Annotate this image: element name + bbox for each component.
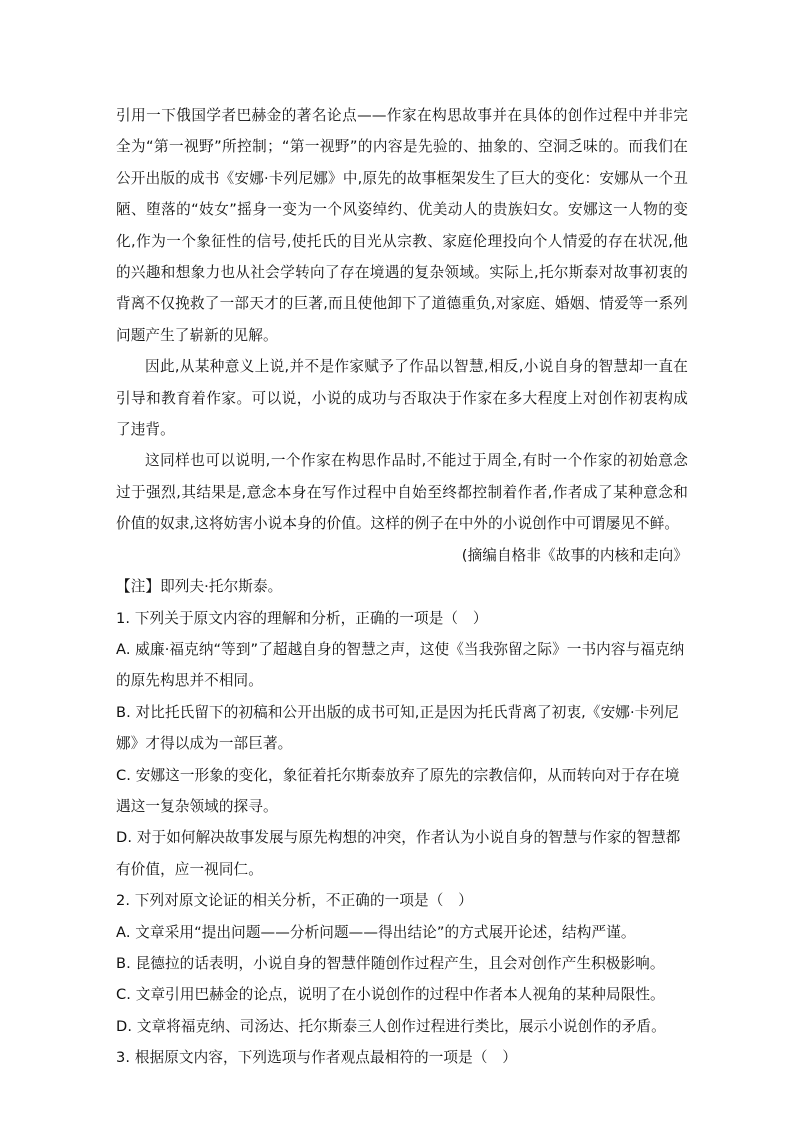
footnote: 【注】即列夫·托尔斯泰。	[116, 578, 283, 596]
question-3	[116, 1042, 688, 1073]
article-body	[116, 100, 688, 1074]
option-b: B. 对比托氏留下的初稿和公开出版的成书可知,正是因为托氏背离了初衷,《安娜·卡列尼娜》才得以成为一部巨著。	[116, 703, 679, 753]
question-stem: 2. 下列对原文论证的相关分析，不正确的一项是（ ）	[116, 892, 473, 910]
option-d: D. 文章将福克纳、司汤达、托尔斯泰三人创作过程进行类比，展示小说创作的矛盾。	[116, 1017, 666, 1035]
option-d: D. 对于如何解决故事发展与原先构想的冲突，作者认为小说自身的智慧与作家的智慧都有价值，应一视同仁。	[116, 829, 681, 878]
paragraph-1: 引用一下俄国学者巴赫金的著名论点——作家在构思故事并在具体的创作过程中并非完全为“第一视野”所控制；“第一视野”的内容是先验的、抽象的、空洞乏味的。而我们在公开出版的成书《安娜·卡列尼娜》中,原先的故事框架发生了巨大的变化：安娜从一个丑陋、堕落的“妓女”摇身一变为一个风姿绰约、优美动人的贵族妇女。安娜这一人物的变化,作为一个象征性的信号,使托氏的目光从宗教、家庭伦理投向个人情爱的存在状况,他的兴趣和想象力也从社会学转向了存在境遇的复杂领域。实际上,托尔斯泰对故事初衷的背离不仅挽救了一部天才的巨著,而且使他卸下了道德重负,对家庭、婚姻、情爱等一系列问题产生了崭新的见解。	[116, 107, 688, 344]
question-stem: 1. 下列关于原文内容的理解和分析，正确的一项是（ ）	[116, 609, 488, 627]
option-a: A. 威廉·福克纳“等到”了超越自身的智慧之声，这使《当我弥留之际》一书内容与福克纳的原先构思并不相同。	[116, 640, 685, 690]
paragraph-2: 因此,从某种意义上说,并不是作家赋予了作品以智慧,相反,小说自身的智慧却一直在引导和教育着作家。可以说，小说的成功与否取决于作家在多大程度上对创作初衷构成了违背。	[116, 358, 688, 439]
source-citation: (摘编自格非《故事的内核和走向》	[461, 546, 688, 564]
option-c: C. 文章引用巴赫金的论点，说明了在小说创作的过程中作者本人视角的某种局限性。	[116, 986, 665, 1004]
option-b: B. 昆德拉的话表明，小说自身的智慧伴随创作过程产生，且会对创作产生积极影响。	[116, 954, 665, 972]
option-c: C. 安娜这一形象的变化，象征着托尔斯泰放弃了原先的宗教信仰，从而转向对于存在境遇这一复杂领域的探寻。	[116, 766, 680, 815]
paragraph-3: 这同样也可以说明,一个作家在构思作品时,不能过于周全,有时一个作家的初始意念过于强烈,其结果是,意念本身在写作过程中自始至终都控制着作者,作者成了某种意念和价值的奴隶,这将妨害小说本身的价值。这样的例子在中外的小说创作中可谓屡见不鲜。	[116, 452, 688, 533]
question-stem: 3. 根据原文内容，下列选项与作者观点最相符的一项是（ ）	[116, 1049, 517, 1067]
question-2	[116, 885, 688, 1042]
question-1	[116, 603, 688, 886]
option-a: A. 文章采用“提出问题——分析问题——得出结论”的方式展开论述，结构严谨。	[116, 923, 636, 941]
